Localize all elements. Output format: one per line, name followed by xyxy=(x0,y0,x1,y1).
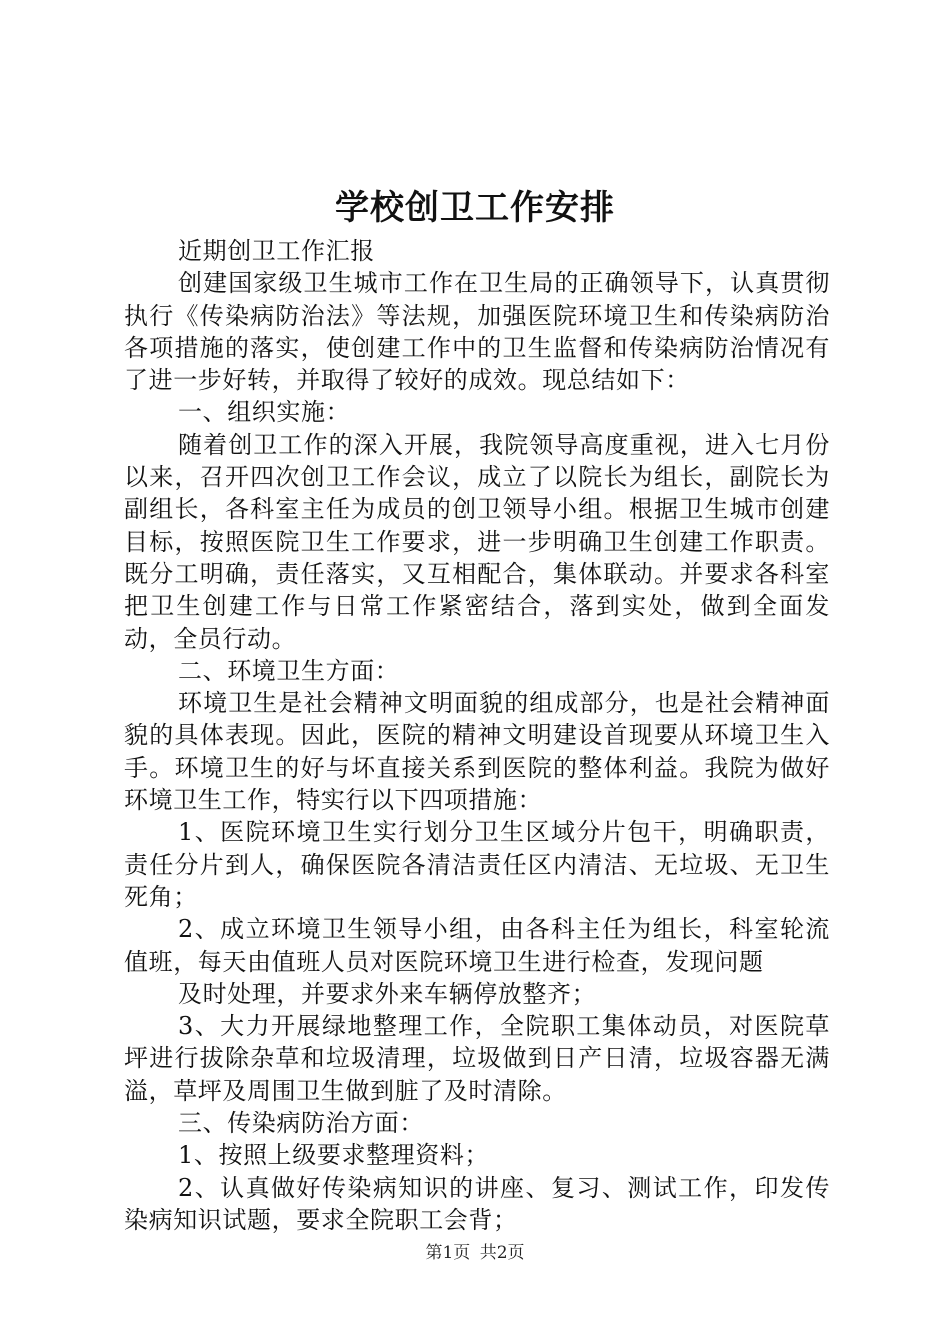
page-number: 第1页 xyxy=(425,1243,471,1263)
document-title: 学校创卫工作安排 xyxy=(335,188,615,228)
section-heading-organization: 一、组织实施： xyxy=(178,398,351,427)
list-item-environment-1: 1、医院环境卫生实行划分卫生区域分片包干，明确职责，责任分片到人，确保医院各清洁责任区内清洁、无垃圾、无卫生死角； xyxy=(124,818,830,911)
section-heading-disease-control: 三、传染病防治方面： xyxy=(178,1109,424,1138)
list-item-environment-2-continued: 及时处理，并要求外来车辆停放整齐； xyxy=(178,979,597,1008)
paragraph-subtitle: 近期创卫工作汇报 xyxy=(178,237,375,265)
list-item-environment-3: 3、大力开展绿地整理工作，全院职工集体动员，对医院草坪进行拔除杂草和垃圾清理，垃圾做到日产日清，垃圾容器无满溢，草坪及周围卫生做到脏了及时清除。 xyxy=(124,1012,830,1105)
paragraph-organization: 随着创卫工作的深入开展，我院领导高度重视，进入七月份以来，召开四次创卫工作会议，成立了以院长为组长，副院长为副组长，各科室主任为成员的创卫领导小组。根据卫生城市创建目标，按照医院卫生工作要求，进一步明确卫生创建工作职责。既分工明确，责任落实，又互相配合，集体联动。并要求各科室把卫生创建工作与日常工作紧密结合，落到实处，做到全面发动，全员行动。 xyxy=(124,430,830,653)
list-item-disease-1: 1、按照上级要求整理资料； xyxy=(178,1141,490,1170)
section-heading-environment: 二、环境卫生方面： xyxy=(178,656,400,685)
list-item-environment-2: 2、成立环境卫生领导小组，由各科主任为组长，科室轮流值班，每天由值班人员对医院环境卫生进行检查，发现问题 xyxy=(124,915,830,976)
paragraph-environment: 环境卫生是社会精神文明面貌的组成部分，也是社会精神面貌的具体表现。因此，医院的精神文明建设首现要从环境卫生入手。环境卫生的好与坏直接关系到医院的整体利益。我院为做好环境卫生工作，特实行以下四项措施： xyxy=(124,689,830,815)
document-body xyxy=(124,235,830,1236)
page-total: 共2页 xyxy=(479,1243,525,1263)
paragraph-intro: 创建国家级卫生城市工作在卫生局的正确领导下，认真贯彻执行《传染病防治法》等法规，加强医院环境卫生和传染病防治各项措施的落实，使创建工作中的卫生监督和传染病防治情况有了进一步好转，并取得了较好的成效。现总结如下： xyxy=(124,269,830,395)
list-item-disease-2: 2、认真做好传染病知识的讲座、复习、测试工作，印发传染病知识试题，要求全院职工会背； xyxy=(124,1173,830,1234)
page-footer xyxy=(0,1241,950,1265)
